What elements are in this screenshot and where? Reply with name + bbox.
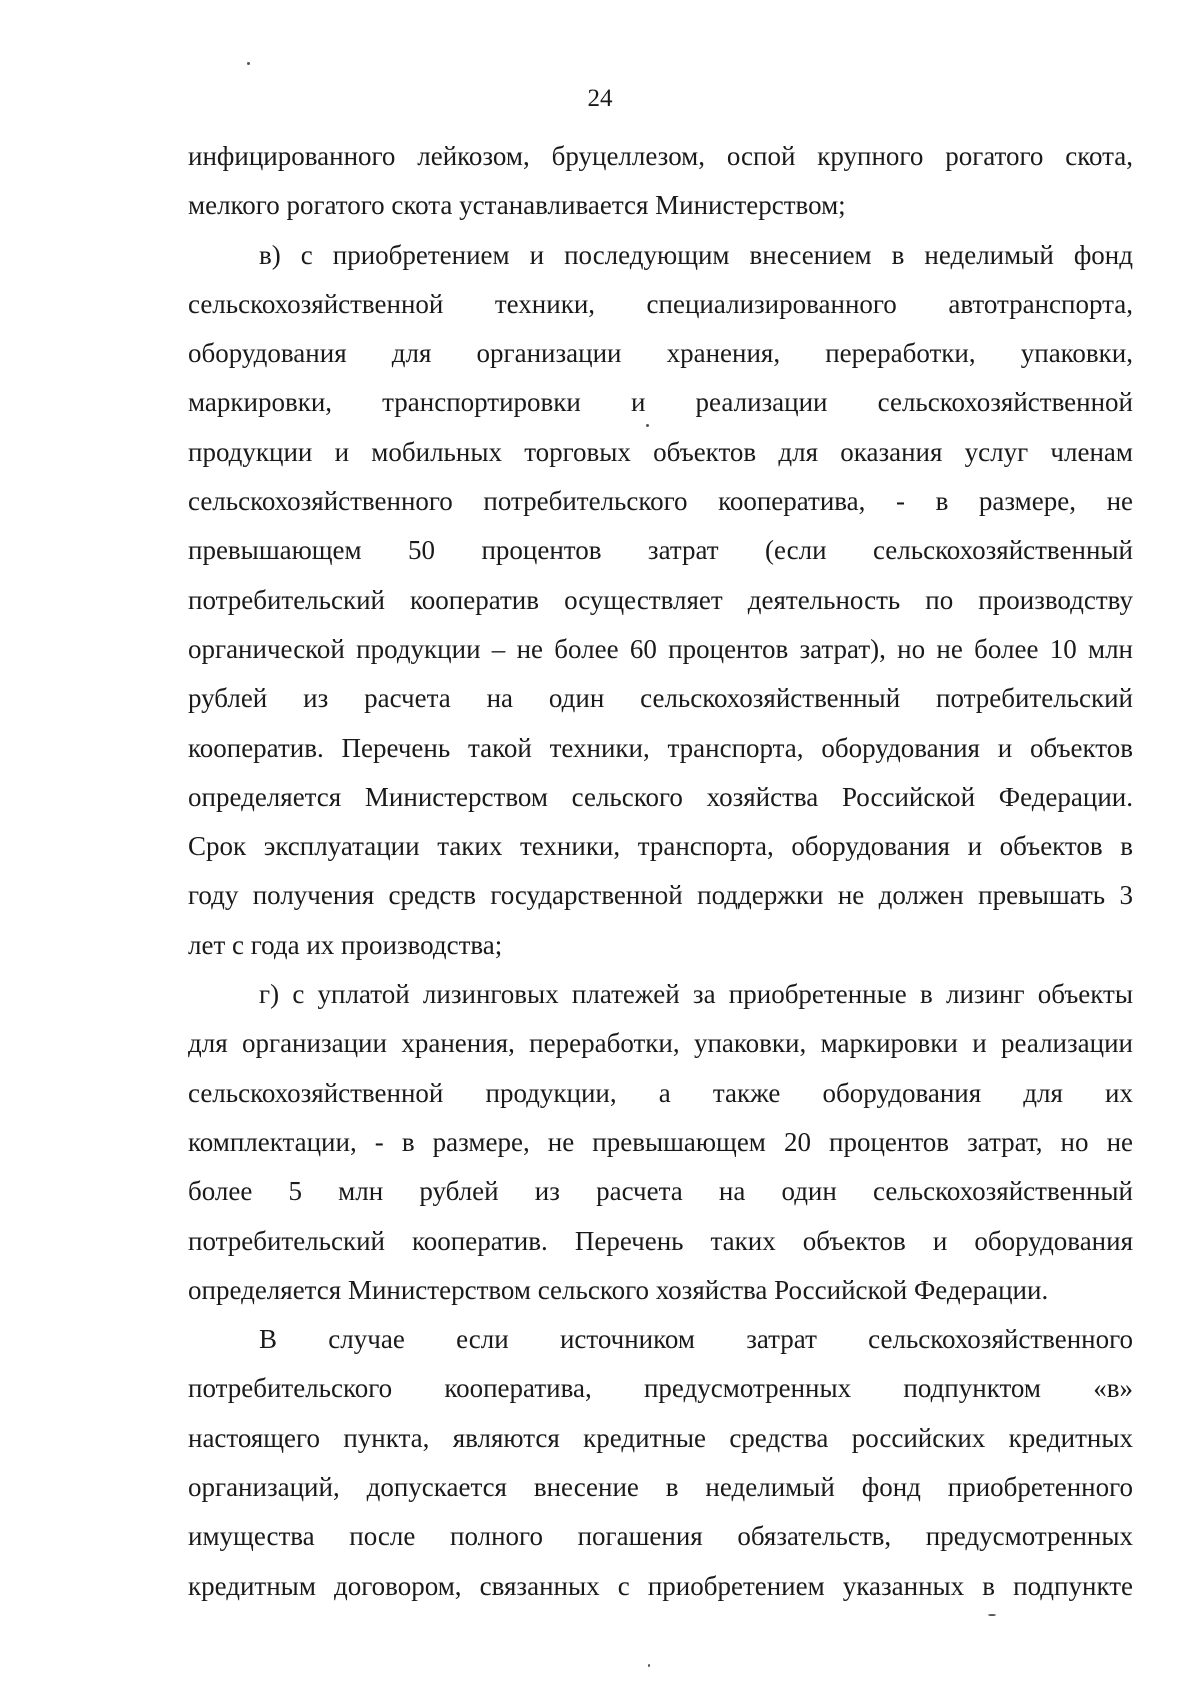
text-line: потребительского кооператива, предусмотренных подпунктом «в» [188, 1373, 1133, 1404]
text-line: продукции и мобильных торговых объектов для оказания услуг членам [188, 436, 1133, 467]
text-line: сельскохозяйственной техники, специализированного автотранспорта, [188, 288, 1133, 319]
text-line: кооператив. Перечень такой техники, транспорта, оборудования и объектов [188, 732, 1133, 763]
text-line: превышающем 50 процентов затрат (если сельскохозяйственный [188, 535, 1133, 566]
text-line: инфицированного лейкозом, бруцеллезом, оспой крупного рогатого скота, [188, 141, 1133, 171]
scan-speck [646, 424, 649, 427]
paragraph-subpoint-v [188, 231, 1133, 970]
scan-speck [648, 1664, 650, 1667]
text-line: мелкого рогатого скота устанавливается Министерством; [188, 190, 846, 221]
text-line: сельскохозяйственной продукции, а также оборудования для их [188, 1077, 1133, 1108]
text-line: имущества после полного погашения обязательств, предусмотренных [188, 1521, 1133, 1552]
text-line: В случае если источником затрат сельскохозяйственного [259, 1324, 1133, 1355]
text-line: организаций, допускается внесение в неделимый фонд приобретенного [188, 1472, 1133, 1503]
text-line: рублей из расчета на один сельскохозяйственный потребительский [188, 683, 1133, 714]
text-line: настоящего пункта, являются кредитные средства российских кредитных [188, 1422, 1133, 1453]
text-line: органической продукции – не более 60 процентов затрат), но не более 10 млн [188, 633, 1133, 664]
text-line: году получения средств государственной поддержки не должен превышать 3 [188, 880, 1133, 911]
scan-speck [988, 1614, 996, 1616]
text-line: маркировки, транспортировки и реализации сельскохозяйственной [188, 387, 1133, 418]
text-line: оборудования для организации хранения, переработки, упаковки, [188, 338, 1133, 369]
text-line: в) с приобретением и последующим внесением в неделимый фонд [259, 239, 1133, 270]
text-line: лет с года их производства; [188, 929, 503, 960]
text-line: более 5 млн рублей из расчета на один сельскохозяйственный [188, 1176, 1133, 1207]
text-line: Срок эксплуатации таких техники, транспорта, оборудования и объектов в [188, 831, 1133, 862]
text-line: определяется Министерством сельского хозяйства Российской Федерации. [188, 1274, 1049, 1305]
text-line: сельскохозяйственного потребительского кооператива, - в размере, не [188, 486, 1133, 517]
paragraph-credit-funds [188, 1315, 1133, 1611]
text-line: для организации хранения, переработки, упаковки, маркировки и реализации [188, 1028, 1133, 1059]
text-line: определяется Министерством сельского хозяйства Российской Федерации. [188, 781, 1133, 812]
page-number: 24 [587, 85, 613, 112]
paragraph-subpoint-g [188, 970, 1133, 1315]
text-line: потребительский кооператив. Перечень таких объектов и оборудования [188, 1225, 1133, 1256]
document-body [188, 132, 1133, 1611]
scan-speck [247, 62, 250, 65]
text-line: кредитным договором, связанных с приобретением указанных в подпункте [188, 1570, 1133, 1601]
text-line: г) с уплатой лизинговых платежей за приобретенные в лизинг объекты [259, 979, 1133, 1010]
text-line: комплектации, - в размере, не превышающем 20 процентов затрат, но не [188, 1126, 1133, 1157]
paragraph-continuation [188, 132, 1133, 231]
text-line: потребительский кооператив осуществляет деятельность по производству [188, 584, 1133, 615]
